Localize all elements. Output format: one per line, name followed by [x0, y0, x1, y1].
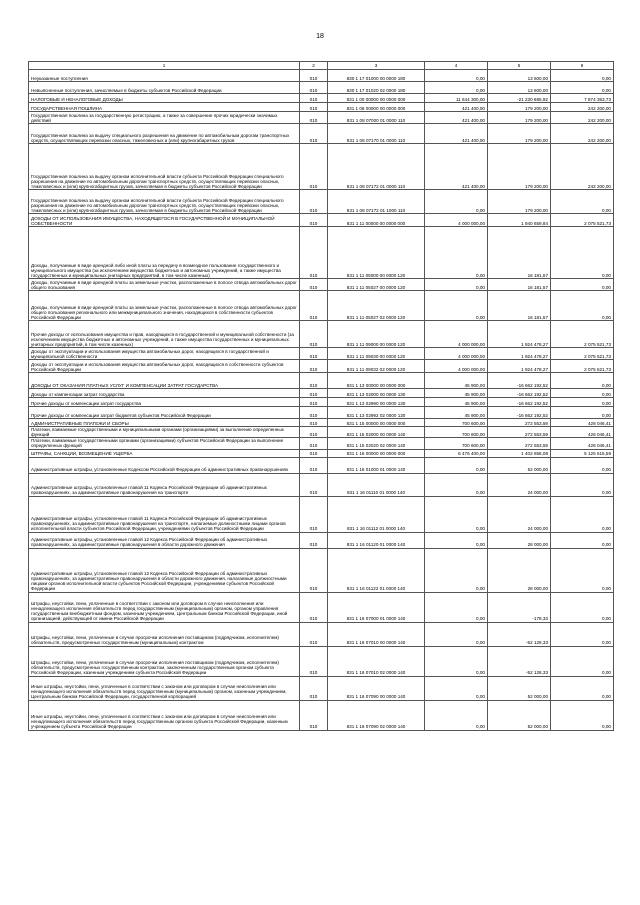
row-name-cell: Доходы, получаемые в виде арендной платы за земельные участки, расположенные в полосе отвода автомобильных дорог общего пользования регионального или межмуниципального значения, находящихся в собственности субъектов Российской Федерации	[29, 291, 300, 321]
row-line-code-cell: 010	[300, 496, 328, 532]
row-remainder-cell: 242 200,00	[551, 144, 614, 190]
row-plan-cell: 0,00	[425, 676, 488, 700]
row-name-cell: Неуказанные поступления	[29, 70, 300, 82]
row-executed-cell: 28 000,00	[488, 532, 551, 548]
table-row	[29, 82, 614, 94]
table-row	[29, 291, 614, 321]
row-line-code-cell: 010	[300, 532, 328, 548]
row-line-code-cell: 010	[300, 227, 328, 279]
row-executed-cell: 272 553,59	[488, 419, 551, 427]
row-remainder-cell: 0,00	[551, 457, 614, 473]
row-name-cell: ШТРАФЫ, САНКЦИИ, ВОЗМЕЩЕНИЕ УЩЕРБА	[29, 449, 300, 457]
table-row	[29, 438, 614, 449]
row-remainder-cell: 0,00	[551, 700, 614, 730]
row-remainder-cell: 0,00	[551, 646, 614, 676]
row-remainder-cell: 0,00	[551, 676, 614, 700]
row-name-cell: Административные штрафы, установленные Кодексом Российской Федерации об административных правонарушениях	[29, 457, 300, 473]
row-executed-cell: -16 662 192,52	[488, 389, 551, 398]
row-remainder-cell: 2 075 521,73	[551, 321, 614, 348]
row-budget-code-cell: 831 1 16 00000 00 0000 000	[328, 449, 425, 457]
row-plan-cell: 0,00	[425, 622, 488, 646]
row-plan-cell: 0,00	[425, 70, 488, 82]
row-remainder-cell: 0,00	[551, 70, 614, 82]
row-plan-cell: 0,00	[425, 82, 488, 94]
table-row	[29, 398, 614, 407]
row-name-cell: Невыясненные поступления, зачисляемые в бюджеты субъектов Российской Федерации	[29, 82, 300, 94]
row-plan-cell: 0,00	[425, 496, 488, 532]
row-remainder-cell: 0,00	[551, 622, 614, 646]
row-name-cell: Прочие доходы от компенсации затрат государства	[29, 398, 300, 407]
table-row	[29, 449, 614, 457]
row-budget-code-cell: 831 1 13 02000 00 0000 130	[328, 389, 425, 398]
table-row	[29, 144, 614, 190]
row-executed-cell: -178,33	[488, 592, 551, 622]
row-budget-code-cell: 830 1 17 01020 02 0000 180	[328, 82, 425, 94]
row-remainder-cell: 242 200,00	[551, 112, 614, 124]
row-remainder-cell: 2 075 521,73	[551, 348, 614, 360]
row-executed-cell: 52 000,00	[488, 676, 551, 700]
table-row	[29, 646, 614, 676]
row-line-code-cell: 010	[300, 592, 328, 622]
row-name-cell: Государственная пошлина за выдачу органом исполнительной власти субъекта Российской Федерации специального разрешения на движение по автомобильным дорогам транспортных средств, осуществляющих перевозки опасных, тяжеловесных и (или) крупногабаритных грузов, зачисляемая в бюджеты субъектов Российской Федерации	[29, 144, 300, 190]
row-budget-code-cell: 831 1 11 09030 00 0000 120	[328, 348, 425, 360]
row-remainder-cell: 0,00	[551, 473, 614, 496]
row-remainder-cell: 0,00	[551, 291, 614, 321]
row-line-code-cell: 010	[300, 214, 328, 227]
row-line-code-cell: 010	[300, 427, 328, 438]
row-budget-code-cell: 831 1 16 01110 01 0000 140	[328, 473, 425, 496]
row-budget-code-cell: 830 1 17 01000 00 0000 180	[328, 70, 425, 82]
row-executed-cell: -21 230 685,92	[488, 94, 551, 103]
row-executed-cell: -52 128,33	[488, 622, 551, 646]
row-budget-code-cell: 831 1 16 01112 01 0000 140	[328, 496, 425, 532]
row-budget-code-cell: 831 1 15 02000 00 0000 140	[328, 427, 425, 438]
row-budget-code-cell: 831 1 16 07010 02 0000 140	[328, 646, 425, 676]
table-row	[29, 112, 614, 124]
row-name-cell: Административные штрафы, установленные главой 12 Кодекса Российской Федерации об административных правонарушениях, за административные правонарушения в области дорожного движения, налагаемые должностными лицами органов исполнительной власти субъектов Российской Федерации, учреждениями субъектов Российской Федерации	[29, 548, 300, 592]
row-line-code-cell: 010	[300, 112, 328, 124]
row-plan-cell: 421 400,00	[425, 112, 488, 124]
table-row	[29, 457, 614, 473]
table-row	[29, 214, 614, 227]
column-header-5: 5	[488, 62, 551, 70]
table-row	[29, 419, 614, 427]
row-executed-cell: 16 181,57	[488, 227, 551, 279]
row-plan-cell: 0,00	[425, 592, 488, 622]
row-line-code-cell: 010	[300, 700, 328, 730]
row-remainder-cell: 0,00	[551, 82, 614, 94]
row-remainder-cell: 2 075 521,73	[551, 360, 614, 373]
row-name-cell: ДОХОДЫ ОТ ИСПОЛЬЗОВАНИЯ ИМУЩЕСТВА, НАХОДЯЩЕГОСЯ В ГОСУДАРСТВЕННОЙ И МУНИЦИПАЛЬНОЙ СОБСТВЕННОСТИ	[29, 214, 300, 227]
table-row	[29, 321, 614, 348]
table-row	[29, 622, 614, 646]
table-row	[29, 427, 614, 438]
row-name-cell: Административные штрафы, установленные главой 11 Кодекса Российской Федерации об административных правонарушениях, за административные правонарушения на транспорте	[29, 473, 300, 496]
row-executed-cell: 1 924 478,27	[488, 348, 551, 360]
row-remainder-cell: 0,00	[551, 496, 614, 532]
row-executed-cell: 1 924 478,27	[488, 360, 551, 373]
row-plan-cell: 4 000 000,00	[425, 360, 488, 373]
table-row	[29, 227, 614, 279]
row-plan-cell: 0,00	[425, 227, 488, 279]
row-line-code-cell: 010	[300, 389, 328, 398]
row-name-cell: Государственная пошлина за выдачу органом исполнительной власти субъекта Российской Федерации специального разрешения на движение по автомобильным дорогам транспортных средств, осуществляющих перевозки опасных, тяжеловесных и (или) крупногабаритных грузов, зачисляемая в бюджеты субъектов Российской Федерации	[29, 190, 300, 214]
row-plan-cell: 4 000 000,00	[425, 214, 488, 227]
row-name-cell: АДМИНИСТРАТИВНЫЕ ПЛАТЕЖИ И СБОРЫ	[29, 419, 300, 427]
row-plan-cell: 45 900,00	[425, 407, 488, 419]
row-remainder-cell: 7 874 353,73	[551, 94, 614, 103]
table-row	[29, 190, 614, 214]
row-name-cell: Доходы от эксплуатации и использования имущества автомобильных дорог, находящихся в собственности субъектов Российской Федерации	[29, 360, 300, 373]
table-row	[29, 279, 614, 291]
row-name-cell: Платежи, взимаемые государственными органами (организациями) субъектов Российской Федерации за выполнение определенных функций	[29, 438, 300, 449]
row-line-code-cell: 010	[300, 449, 328, 457]
row-plan-cell: 700 600,00	[425, 419, 488, 427]
row-name-cell: Иные штрафы, неустойки, пени, уплаченные в соответствии с законом или договором в случае неисполнения или ненадлежащего исполнения обязательств перед государственным (муниципальным) органом, казенным учреждением, Центральным банком Российской Федерации, государственной корпорацией	[29, 676, 300, 700]
column-header-6: 6	[551, 62, 614, 70]
row-plan-cell: 4 000 000,00	[425, 348, 488, 360]
revenue-table	[28, 61, 614, 731]
row-remainder-cell: 0,00	[551, 398, 614, 407]
column-header-4: 4	[425, 62, 488, 70]
row-remainder-cell: 0,00	[551, 279, 614, 291]
row-line-code-cell: 010	[300, 190, 328, 214]
row-line-code-cell: 010	[300, 473, 328, 496]
row-name-cell: НАЛОГОВЫЕ И НЕНАЛОГОВЫЕ ДОХОДЫ	[29, 94, 300, 103]
table-row	[29, 103, 614, 112]
row-remainder-cell: 0,00	[551, 373, 614, 389]
row-name-cell: Платежи, взимаемые государственными и муниципальными органами (организациями) за выполнение определенных функций	[29, 427, 300, 438]
row-executed-cell: 179 200,00	[488, 103, 551, 112]
row-budget-code-cell: 831 1 11 05027 00 0000 120	[328, 279, 425, 291]
row-name-cell: Государственная пошлина за государственную регистрацию, а также за совершение прочих юридически значимых действий	[29, 112, 300, 124]
row-plan-cell: 11 644 300,00	[425, 94, 488, 103]
row-name-cell: ДОХОДЫ ОТ ОКАЗАНИЯ ПЛАТНЫХ УСЛУГ И КОМПЕНСАЦИИ ЗАТРАТ ГОСУДАРСТВА	[29, 373, 300, 389]
row-plan-cell: 45 900,00	[425, 389, 488, 398]
row-line-code-cell: 010	[300, 103, 328, 112]
table-row	[29, 592, 614, 622]
row-executed-cell: 1 940 659,84	[488, 214, 551, 227]
row-budget-code-cell: 831 1 15 02020 02 0000 140	[328, 438, 425, 449]
page-number: 18	[316, 33, 324, 40]
row-remainder-cell: 0,00	[551, 548, 614, 592]
column-header-2: 2	[300, 62, 328, 70]
row-budget-code-cell: 831 1 11 05000 00 0000 120	[328, 227, 425, 279]
row-executed-cell: 52 000,00	[488, 700, 551, 730]
row-line-code-cell: 010	[300, 676, 328, 700]
row-budget-code-cell: 831 1 08 07000 01 0000 110	[328, 112, 425, 124]
row-executed-cell: 179 200,00	[488, 144, 551, 190]
table-row	[29, 473, 614, 496]
row-line-code-cell: 010	[300, 360, 328, 373]
row-plan-cell: 0,00	[425, 532, 488, 548]
row-plan-cell: 0,00	[425, 190, 488, 214]
row-budget-code-cell: 831 1 16 07010 00 0000 140	[328, 622, 425, 646]
table-row	[29, 407, 614, 419]
row-executed-cell: 24 000,00	[488, 496, 551, 532]
row-remainder-cell: 0,00	[551, 389, 614, 398]
row-budget-code-cell: 831 1 13 02992 02 0000 130	[328, 407, 425, 419]
row-name-cell: Штрафы, неустойки, пени, уплаченные в случае просрочки исполнения поставщиком (подрядчиком, исполнителем) обязательств, предусмотренных государственным (муниципальным) контрактом	[29, 622, 300, 646]
row-line-code-cell: 010	[300, 70, 328, 82]
row-budget-code-cell: 831 1 00 00000 00 0000 000	[328, 94, 425, 103]
row-plan-cell: 0,00	[425, 700, 488, 730]
table-row	[29, 360, 614, 373]
column-header-1: 1	[29, 62, 300, 70]
row-line-code-cell: 010	[300, 144, 328, 190]
row-plan-cell: 4 000 000,00	[425, 321, 488, 348]
row-remainder-cell: 428 046,41	[551, 419, 614, 427]
row-line-code-cell: 010	[300, 279, 328, 291]
table-row	[29, 70, 614, 82]
row-plan-cell: 0,00	[425, 548, 488, 592]
table-row	[29, 373, 614, 389]
row-executed-cell: 13 600,00	[488, 70, 551, 82]
row-budget-code-cell: 831 1 08 07172 01 1000 110	[328, 190, 425, 214]
row-plan-cell: 0,00	[425, 291, 488, 321]
row-budget-code-cell: 831 1 13 00000 00 0000 000	[328, 373, 425, 389]
row-plan-cell: 0,00	[425, 279, 488, 291]
row-name-cell: Прочие доходы от компенсации затрат бюджетов субъектов Российской Федерации	[29, 407, 300, 419]
row-line-code-cell: 010	[300, 82, 328, 94]
row-name-cell: Государственная пошлина за выдачу специального разрешения на движение по автомобильным дорогам транспортных средств, осуществляющих перевозки опасных, тяжеловесных и (или) крупногабаритных грузов	[29, 124, 300, 144]
row-executed-cell: -52 128,33	[488, 646, 551, 676]
row-plan-cell: 421 400,00	[425, 124, 488, 144]
row-executed-cell: 1 402 656,08	[488, 449, 551, 457]
row-executed-cell: 16 181,57	[488, 279, 551, 291]
row-plan-cell: 6 476 400,00	[425, 449, 488, 457]
row-executed-cell: 28 000,00	[488, 548, 551, 592]
row-budget-code-cell: 831 1 16 01000 01 0000 140	[328, 457, 425, 473]
row-executed-cell: 179 200,00	[488, 112, 551, 124]
row-plan-cell: 421 400,00	[425, 144, 488, 190]
row-line-code-cell: 010	[300, 419, 328, 427]
row-plan-cell: 0,00	[425, 473, 488, 496]
table-row	[29, 676, 614, 700]
row-remainder-cell: 0,00	[551, 592, 614, 622]
row-remainder-cell: 242 200,00	[551, 103, 614, 112]
row-line-code-cell: 010	[300, 124, 328, 144]
row-executed-cell: -16 662 192,52	[488, 398, 551, 407]
row-remainder-cell: 0,00	[551, 190, 614, 214]
row-plan-cell: 45 900,00	[425, 373, 488, 389]
row-budget-code-cell: 831 1 16 01120 01 0000 140	[328, 532, 425, 548]
row-remainder-cell: 428 046,41	[551, 438, 614, 449]
row-name-cell: Штрафы, неустойки, пени, уплаченные в соответствии с законом или договором в случае неисполнения или ненадлежащего исполнения обязательств перед государственным (муниципальным) органом, органом управления государственным внебюджетным фондом, казенным учреждением, Центральным банком Российской Федерации, иной организацией, действующей от имени Российской Федерации	[29, 592, 300, 622]
row-plan-cell: 700 600,00	[425, 427, 488, 438]
row-name-cell: Прочие доходы от использования имущества и прав, находящихся в государственной и муниципальной собственности (за исключением имущества бюджетных и автономных учреждений, а также имущества государственных и муниципальных унитарных предприятий, в том числе казенных)	[29, 321, 300, 348]
row-plan-cell: 700 600,00	[425, 438, 488, 449]
table-row	[29, 532, 614, 548]
row-plan-cell: 0,00	[425, 646, 488, 676]
row-executed-cell: 179 200,00	[488, 124, 551, 144]
row-name-cell: Доходы, получаемые в виде арендной платы за земельные участки, расположенные в полосе отвода автомобильных дорог общего пользования	[29, 279, 300, 291]
row-name-cell: Иные штрафы, неустойки, пени, уплаченные в соответствии с законом или договором в случае неисполнения или ненадлежащего исполнения обязательств перед государственным органом субъекта Российской Федерации, казенным учреждением субъекта Российской Федерации	[29, 700, 300, 730]
row-budget-code-cell: 831 1 11 00000 00 0000 000	[328, 214, 425, 227]
row-budget-code-cell: 831 1 16 01122 01 0000 140	[328, 548, 425, 592]
row-budget-code-cell: 831 1 11 09000 00 0000 120	[328, 321, 425, 348]
row-line-code-cell: 010	[300, 348, 328, 360]
row-name-cell: Административные штрафы, установленные главой 12 Кодекса Российской Федерации об административных правонарушениях, за административные правонарушения в области дорожного движения	[29, 532, 300, 548]
row-remainder-cell: 0,00	[551, 532, 614, 548]
table-row	[29, 348, 614, 360]
row-plan-cell: 421 400,00	[425, 103, 488, 112]
row-name-cell: Административные штрафы, установленные главой 11 Кодекса Российской Федерации об административных правонарушениях, за административные правонарушения на транспорте, налагаемые должностными лицами органов исполнительной власти субъектов Российской Федерации, учреждениями субъектов Российской Федерации	[29, 496, 300, 532]
row-executed-cell: -16 662 192,52	[488, 407, 551, 419]
row-line-code-cell: 010	[300, 457, 328, 473]
row-budget-code-cell: 831 1 08 00000 00 0000 000	[328, 103, 425, 112]
row-remainder-cell: 242 200,00	[551, 124, 614, 144]
row-remainder-cell: 2 075 521,73	[551, 214, 614, 227]
table-row	[29, 496, 614, 532]
row-name-cell: Доходы от компенсации затрат государства	[29, 389, 300, 398]
row-line-code-cell: 010	[300, 373, 328, 389]
row-budget-code-cell: 831 1 11 05027 02 0000 120	[328, 291, 425, 321]
row-budget-code-cell: 831 1 11 09032 02 0000 120	[328, 360, 425, 373]
column-header-3: 3	[328, 62, 425, 70]
row-executed-cell: 179 200,00	[488, 190, 551, 214]
row-executed-cell: 13 600,00	[488, 82, 551, 94]
row-name-cell: ГОСУДАРСТВЕННАЯ ПОШЛИНА	[29, 103, 300, 112]
row-executed-cell: 24 000,00	[488, 473, 551, 496]
row-line-code-cell: 010	[300, 398, 328, 407]
row-executed-cell: 52 000,00	[488, 457, 551, 473]
row-budget-code-cell: 831 1 15 00000 00 0000 000	[328, 419, 425, 427]
row-executed-cell: 272 553,59	[488, 438, 551, 449]
table-row	[29, 548, 614, 592]
column-header-row	[29, 62, 614, 70]
row-name-cell: Доходы, получаемые в виде арендной либо иной платы за передачу в возмездное пользование государственного и муниципального имущества (за исключением имущества бюджетных и автономных учреждений, а также имущества государственных и муниципальных унитарных предприятий, в том числе казенных)	[29, 227, 300, 279]
row-line-code-cell: 010	[300, 438, 328, 449]
table-row	[29, 94, 614, 103]
row-budget-code-cell: 831 1 13 02990 00 0000 130	[328, 398, 425, 407]
row-line-code-cell: 010	[300, 622, 328, 646]
row-line-code-cell: 010	[300, 321, 328, 348]
table-row	[29, 700, 614, 730]
row-budget-code-cell: 831 1 08 07172 01 0000 110	[328, 144, 425, 190]
row-line-code-cell: 010	[300, 291, 328, 321]
row-remainder-cell: 0,00	[551, 407, 614, 419]
row-budget-code-cell: 831 1 16 07090 00 0000 140	[328, 676, 425, 700]
row-line-code-cell: 010	[300, 646, 328, 676]
row-remainder-cell: 5 125 615,59	[551, 449, 614, 457]
row-line-code-cell: 010	[300, 548, 328, 592]
row-budget-code-cell: 831 1 16 07090 02 0000 140	[328, 700, 425, 730]
row-line-code-cell: 010	[300, 407, 328, 419]
table-row	[29, 124, 614, 144]
row-line-code-cell: 010	[300, 94, 328, 103]
row-remainder-cell: 428 046,41	[551, 427, 614, 438]
row-remainder-cell: 0,00	[551, 227, 614, 279]
row-plan-cell: 45 900,00	[425, 398, 488, 407]
row-budget-code-cell: 831 1 16 07000 01 0000 140	[328, 592, 425, 622]
row-executed-cell: 272 553,59	[488, 427, 551, 438]
row-executed-cell: 16 181,57	[488, 291, 551, 321]
table-row	[29, 389, 614, 398]
row-plan-cell: 0,00	[425, 457, 488, 473]
row-name-cell: Доходы от эксплуатации и использования имущества автомобильных дорог, находящихся в государственной и муниципальной собственности	[29, 348, 300, 360]
row-executed-cell: 1 924 478,27	[488, 321, 551, 348]
row-name-cell: Штрафы, неустойки, пени, уплаченные в случае просрочки исполнения поставщиком (подрядчиком, исполнителем) обязательств, предусмотренных государственным контрактом, заключенным государственным органом субъекта Российской Федерации, казенным учреждением субъекта Российской Федерации	[29, 646, 300, 676]
row-executed-cell: -16 662 192,52	[488, 373, 551, 389]
row-budget-code-cell: 831 1 08 07170 01 0000 110	[328, 124, 425, 144]
